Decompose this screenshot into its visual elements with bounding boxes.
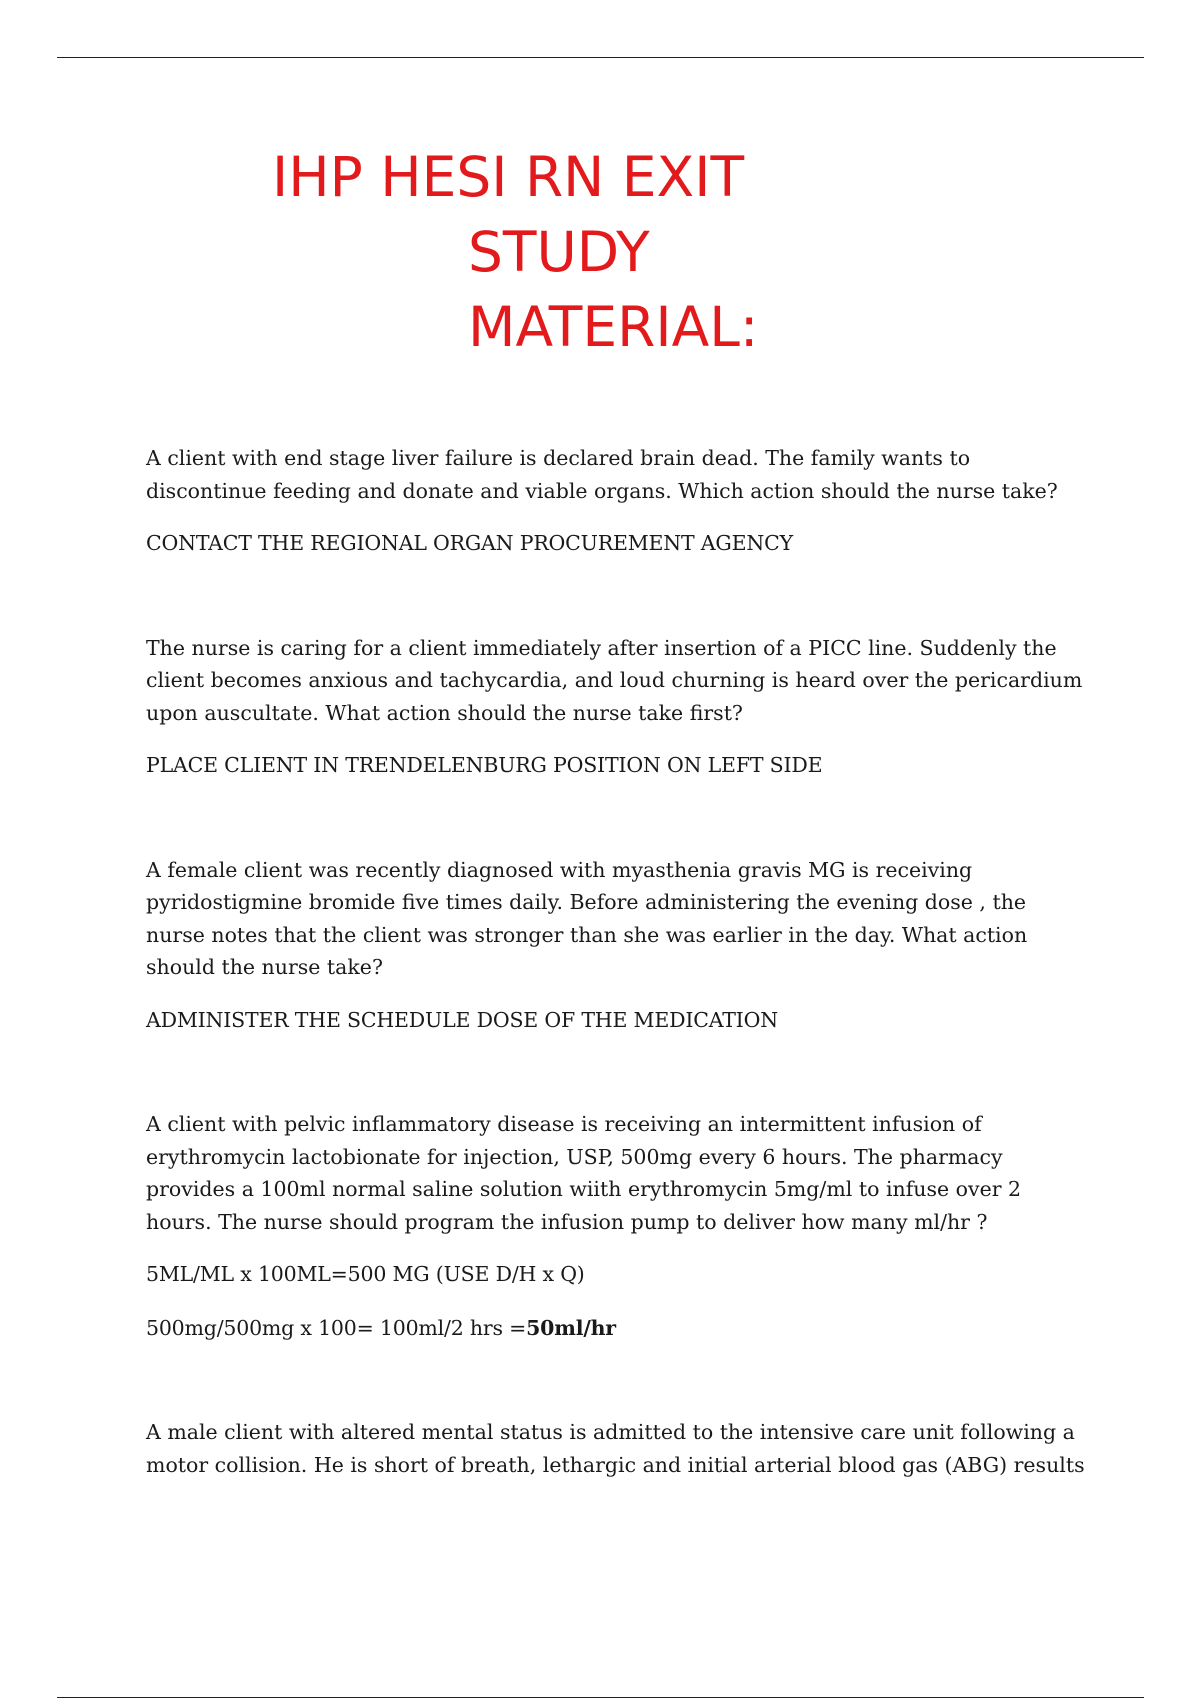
qa-item-3	[146, 854, 1086, 1037]
qa-item-1	[146, 442, 1086, 560]
title-line-2: STUDY	[468, 220, 650, 284]
title-line-1: IHP HESI RN EXIT	[272, 145, 745, 209]
question-2: The nurse is caring for a client immediately after insertion of a PICC line. Suddenly the client becomes anxious and tachycardia, and loud churning is heard over the pericardium upon auscultate. What action should the nurse take first?	[146, 635, 1083, 725]
qa-item-5	[146, 1416, 1086, 1481]
answer-4-calculation: 5ML/ML x 100ML=500 MG (USE D/H x Q)	[146, 1262, 585, 1286]
question-1: A client with end stage liver failure is declared brain dead. The family wants to discontinue feeding and donate and viable organs. Which action should the nurse take?	[146, 446, 1058, 503]
answer-2: PLACE CLIENT IN TRENDELENBURG POSITION ON LEFT SIDE	[146, 753, 823, 777]
document-body	[146, 442, 1086, 1481]
answer-4-result-prefix: 500mg/500mg x 100= 100ml/2 hrs =	[146, 1315, 527, 1340]
answer-3: ADMINISTER THE SCHEDULE DOSE OF THE MEDICATION	[146, 1007, 778, 1032]
answer-4-result-value: 50ml/hr	[526, 1315, 616, 1340]
top-rule	[57, 57, 1144, 58]
question-3: A female client was recently diagnosed with myasthenia gravis MG is receiving pyridostigmine bromide five times daily. Before administering the evening dose , the nurse notes that the client was stronger than she was earlier in the day. What action should the nurse take?	[146, 857, 1028, 979]
answer-4-result	[146, 1312, 1086, 1345]
answer-1: CONTACT THE REGIONAL ORGAN PROCUREMENT AGENCY	[146, 531, 793, 555]
qa-item-4	[146, 1108, 1086, 1344]
bottom-rule	[57, 1697, 1144, 1698]
question-5: A male client with altered mental status is admitted to the intensive care unit following a motor collision. He is short of breath, lethargic and initial arterial blood gas (ABG) results	[146, 1420, 1085, 1477]
title-line-3: MATERIAL:	[468, 295, 759, 359]
question-4: A client with pelvic inflammatory disease is receiving an intermittent infusion of erythromycin lactobionate for injection, USP, 500mg every 6 hours. The pharmacy provides a 100ml normal saline solution wiith erythromycin 5mg/ml to infuse over 2 hours. The nurse should program the infusion pump to deliver how many ml/hr ?	[146, 1112, 1022, 1234]
qa-item-2	[146, 632, 1086, 782]
